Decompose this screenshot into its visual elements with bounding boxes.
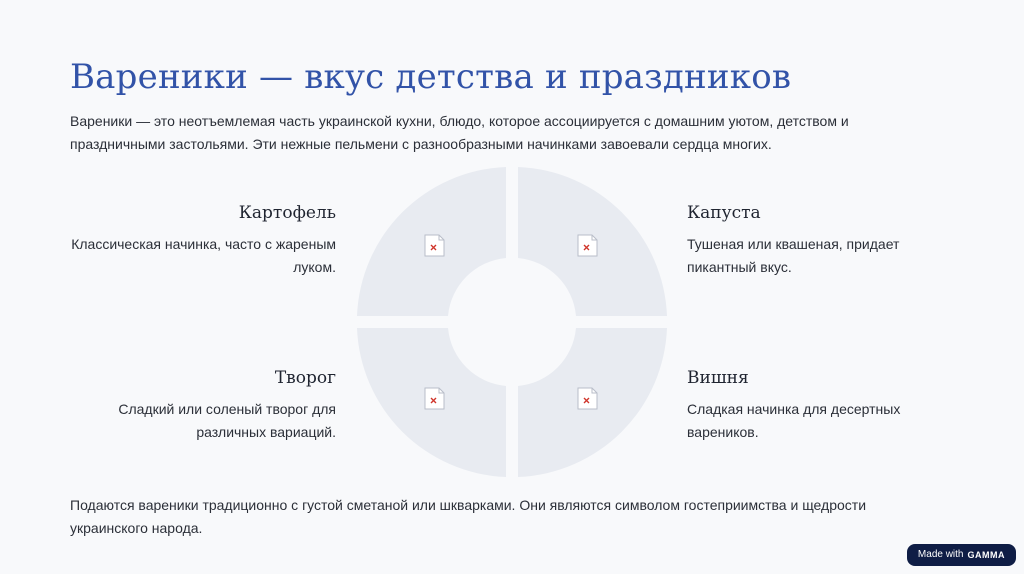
filling-title: Картофель [238, 203, 336, 223]
filling-card-cabbage [687, 201, 957, 279]
filling-description: Классическая начинка, часто с жареным луком. [71, 236, 336, 275]
filling-title: Вишня [687, 368, 749, 388]
broken-image-icon [425, 388, 444, 409]
page-title: Вареники — вкус детства и праздников [70, 56, 792, 97]
made-with-gamma-badge[interactable] [907, 544, 1016, 566]
badge-prefix: Made with [917, 549, 964, 560]
filling-card-cherry [687, 366, 957, 444]
intro-text: Вареники — это неотъемлемая часть украинской кухни, блюдо, которое ассоциируется с домашним уютом, детством и праздничными застольями. Эти нежные пельмени с разнообразными начинками завоевали сердца многих. [70, 113, 849, 152]
segmented-ring-diagram [357, 167, 667, 477]
broken-image-icon [578, 388, 597, 409]
filling-card-cottage-cheese [66, 366, 336, 444]
filling-card-potato [66, 201, 336, 279]
filling-title: Капуста [687, 203, 761, 223]
filling-description: Сладкая начинка для десертных вареников. [687, 401, 901, 440]
closing-text: Подаются вареники традиционно с густой сметаной или шкварками. Они являются символом гостеприимства и щедрости украинского народа. [70, 497, 867, 536]
filling-description: Сладкий или соленый творог для различных вариаций. [118, 401, 336, 440]
broken-image-icon [578, 235, 597, 256]
gamma-logo: GAMMA [967, 550, 1005, 560]
filling-description: Тушеная или квашеная, придает пикантный вкус. [687, 236, 900, 275]
broken-image-icon [425, 235, 444, 256]
filling-title: Творог [274, 368, 336, 388]
